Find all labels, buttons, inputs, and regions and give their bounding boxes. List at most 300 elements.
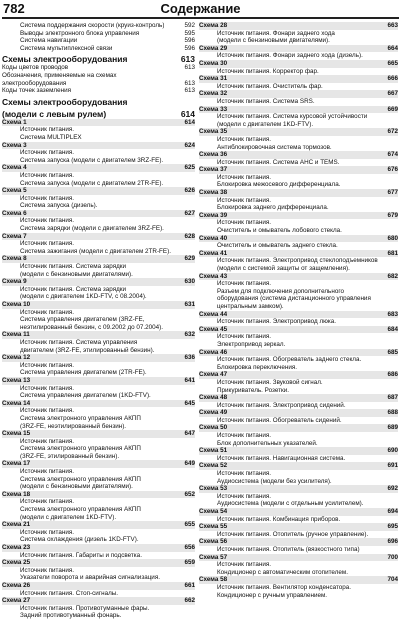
toc-entry-text: (модели с бензиновыми двигателями).: [217, 37, 330, 45]
toc-scheme-entry: [199, 409, 398, 417]
toc-entry: [2, 392, 195, 400]
toc-page-number: 690: [387, 447, 398, 455]
toc-entry-text: Схема 31: [199, 75, 228, 83]
toc-entry-text: Источник питания. Электропривод стеклоподъемников: [217, 257, 378, 265]
toc-page-number: 645: [184, 399, 195, 407]
toc-entry: [199, 136, 398, 144]
toc-scheme-entry: [199, 424, 398, 432]
toc-entry-text: Схема 36: [199, 151, 228, 159]
toc-page-number: 663: [387, 22, 398, 29]
toc-entry: [2, 339, 195, 347]
toc-entry: [199, 159, 398, 167]
toc-entry-text: Схема 33: [199, 105, 228, 113]
toc-scheme-entry: [2, 582, 195, 590]
toc-entry: [199, 144, 398, 152]
toc-page-number: 625: [184, 164, 195, 172]
toc-scheme-entry: [199, 60, 398, 68]
toc-entry-text: оборудования (система дистанционного управления: [217, 295, 371, 303]
page-header: [0, 0, 401, 20]
toc-entry: [2, 415, 195, 423]
toc-entry-text: двигателем (3RZ-FE, этилированный бензин).: [20, 346, 155, 354]
toc-scheme-entry: [2, 119, 195, 127]
toc-entry: [2, 423, 195, 431]
toc-entry-text: Источник питания.: [20, 468, 75, 476]
toc-entry-text: Источник питания.: [20, 407, 75, 415]
toc-entry-text: Очиститель и омыватель заднего стекла.: [217, 242, 338, 250]
toc-entry: [199, 113, 398, 121]
toc-entry-text: Источник питания. Очиститель фар.: [217, 82, 323, 90]
toc-entry-text: Схема 15: [2, 430, 31, 438]
toc-page-number: 694: [387, 508, 398, 515]
toc-scheme-entry: [199, 576, 398, 584]
toc-entry-text: Схемы электрооборудования: [2, 96, 128, 107]
toc-scheme-entry: [199, 189, 398, 197]
toc-entry: [199, 546, 398, 554]
toc-entry: [2, 438, 195, 446]
toc-left-column: [2, 22, 195, 620]
toc-entry: [2, 149, 195, 157]
toc-page-number: 667: [387, 90, 398, 98]
toc-page-number: 666: [387, 75, 398, 83]
toc-page-number: 656: [184, 544, 195, 551]
toc-entry: [199, 257, 398, 265]
toc-page-number: 688: [387, 409, 398, 417]
toc-entry: [2, 552, 195, 560]
toc-page-number: 680: [387, 234, 398, 242]
toc-entry-text: Источник питания.: [20, 240, 75, 248]
toc-entry: [2, 445, 195, 453]
toc-scheme-entry: [199, 151, 398, 159]
toc-scheme-entry: [2, 544, 195, 552]
toc-entry-text: Источник питания.: [217, 561, 272, 569]
toc-entry-text: Схема 12: [2, 354, 31, 362]
toc-entry: [199, 242, 398, 250]
toc-scheme-entry: [199, 311, 398, 319]
toc-scheme-entry: [2, 164, 195, 172]
toc-entry: [2, 369, 195, 377]
toc-page-number: 669: [387, 105, 398, 113]
toc-entry-text: Система поддержания скорости (круиз-контроль): [20, 22, 165, 29]
toc-entry-text: Источник питания. Система зарядки: [20, 285, 127, 293]
toc-entry-text: Система электронного управления АКПП: [20, 414, 141, 422]
toc-entry: [2, 347, 195, 355]
toc-page-number: 652: [184, 490, 195, 498]
toc-scheme-entry: [2, 460, 195, 468]
toc-entry: [2, 468, 195, 476]
toc-entry: [199, 379, 398, 387]
toc-entry-text: (модели с бензиновыми двигателями).: [20, 483, 133, 491]
toc-right-column: [199, 22, 398, 599]
toc-entry-text: Коды цветов проводов: [2, 64, 69, 72]
toc-entry: [2, 385, 195, 393]
toc-scheme-entry: [199, 22, 398, 30]
toc-entry-text: Источник питания.: [20, 498, 75, 506]
toc-entry-text: Схема 52: [199, 462, 228, 470]
toc-entry: [199, 52, 398, 60]
toc-entry-text: (модели с двигателем 1KD-FTV, с 08.2004).: [20, 293, 147, 301]
toc-entry-text: Система управления двигателем (3RZ-FE,: [20, 316, 145, 324]
toc-entry-text: Источник питания.: [217, 196, 272, 204]
toc-entry: [2, 293, 195, 301]
toc-scheme-entry: [199, 523, 398, 531]
toc-page-number: 624: [184, 141, 195, 149]
toc-entry-text: Источник питания. Система управления: [20, 338, 138, 346]
toc-entry: [2, 271, 195, 279]
toc-page-number: 686: [387, 371, 398, 379]
toc-entry: [199, 181, 398, 189]
toc-entry: [2, 590, 195, 598]
toc-page-number: 704: [387, 576, 398, 584]
toc-scheme-entry: [2, 521, 195, 529]
toc-entry: [2, 263, 195, 271]
toc-entry: [199, 356, 398, 364]
toc-entry-text: Источник питания. Обогреватель сидений.: [217, 416, 342, 424]
toc-entry: [199, 493, 398, 501]
toc-scheme-entry: [199, 106, 398, 114]
toc-entry: [199, 204, 398, 212]
toc-entry-text: Схема 48: [199, 394, 228, 402]
toc-entry-text: Система охлаждения (дизель 1KD-FTV).: [20, 536, 139, 544]
toc-entry-text: Схема 17: [2, 460, 31, 468]
toc-scheme-entry: [2, 301, 195, 309]
toc-entry-text: Схема 41: [199, 249, 228, 257]
toc-entry: [2, 514, 195, 522]
toc-entry: [2, 316, 195, 324]
toc-entry: [2, 309, 195, 317]
toc-page-number: 655: [184, 521, 195, 529]
toc-entry-text: Кондиционер с ручным управлением.: [217, 591, 328, 599]
toc-entry-text: Источник питания.: [217, 333, 272, 341]
toc-entry-text: Выводы электронного блока управления: [20, 29, 140, 37]
toc-entry: [2, 476, 195, 484]
toc-entry-text: Схема 37: [199, 166, 228, 174]
toc-scheme-entry: [199, 485, 398, 493]
toc-page-number: 592: [184, 22, 195, 29]
toc-entry-text: Кондиционер с автоматическим отопителем.: [217, 568, 348, 576]
toc-scheme-entry: [199, 75, 398, 83]
toc-scheme-entry: [2, 210, 195, 218]
toc-page-number: 631: [184, 301, 195, 308]
toc-entry: [2, 567, 195, 575]
toc-page-number: 614: [184, 118, 195, 126]
toc-page-number: 626: [184, 187, 195, 195]
toc-entry: [2, 324, 195, 332]
toc-scheme-entry: [199, 212, 398, 220]
toc-entry-text: Источник питания.: [20, 437, 75, 445]
toc-entry-text: Система зажигания (модели с двигателем 2TR-FE).: [20, 247, 171, 255]
toc-entry: [199, 68, 398, 76]
toc-entry-text: Источник питания.: [217, 470, 272, 478]
toc-entry: [2, 529, 195, 537]
toc-entry-text: Источник питания. Габариты и подсветка.: [20, 551, 142, 559]
toc-entry: [2, 37, 195, 45]
toc-entry: [2, 45, 195, 53]
toc-entry-text: Схема 30: [199, 59, 228, 67]
toc-entry: [199, 561, 398, 569]
toc-entry-text: Источник питания. Система зарядки: [20, 263, 127, 271]
toc-entry-text: Схема 56: [199, 538, 228, 546]
toc-entry-text: Схема 53: [199, 485, 228, 493]
toc-page-number: 613: [184, 87, 195, 95]
toc-entry-text: Источник питания. Отопитель (ручное управление).: [217, 530, 369, 538]
toc-entry-text: Система управления двигателем (2TR-FE).: [20, 369, 147, 377]
toc-entry: [2, 248, 195, 256]
toc-entry: [199, 121, 398, 129]
toc-entry-text: центральным замком).: [217, 302, 284, 310]
toc-entry-text: Источник питания.: [20, 566, 75, 574]
toc-entry: [199, 500, 398, 508]
toc-entry-text: Прикуриватель. Розетки.: [217, 386, 290, 394]
toc-entry: [2, 180, 195, 188]
toc-entry-text: Схема 26: [2, 581, 31, 589]
toc-entry: [199, 333, 398, 341]
toc-entry-text: Схема 9: [2, 278, 27, 286]
toc-entry-text: Схема 7: [2, 232, 27, 240]
toc-entry: [199, 478, 398, 486]
toc-entry-text: Схема 10: [2, 301, 31, 308]
toc-entry-text: Схема 32: [199, 90, 228, 98]
toc-entry: [199, 219, 398, 227]
toc-entry: [2, 362, 195, 370]
toc-entry-text: Схема 8: [2, 255, 27, 263]
toc-entry-text: Источник питания.: [20, 194, 75, 202]
toc-entry: [2, 498, 195, 506]
toc-entry-text: Источник питания.: [20, 126, 75, 134]
toc-entry-text: Обозначения, применяемые на схемах: [2, 71, 117, 79]
toc-entry-text: Схема 11: [2, 331, 30, 339]
toc-entry: [199, 592, 398, 600]
toc-entry: [199, 364, 398, 372]
toc-scheme-entry: [2, 377, 195, 385]
toc-entry-text: Источник питания.: [217, 135, 272, 143]
toc-entry-text: Схема 57: [199, 553, 228, 561]
toc-entry: [2, 574, 195, 582]
toc-page-number: 679: [387, 211, 398, 219]
toc-entry-text: Источник питания.: [217, 492, 272, 500]
toc-entry: [2, 483, 195, 491]
toc-entry-text: Источник питания. Отопитель (вязкостного типа): [217, 545, 360, 553]
toc-entry: [2, 240, 195, 248]
toc-entry-text: Схема 1: [2, 118, 27, 126]
toc-entry-text: Схема 18: [2, 490, 31, 498]
toc-entry-text: Система MULTIPLEX: [20, 133, 82, 141]
toc-scheme-entry: [199, 371, 398, 379]
toc-entry: [2, 217, 195, 225]
toc-entry-text: Источник питания. Противотуманные фары.: [20, 604, 150, 612]
toc-entry: [2, 225, 195, 233]
toc-entry-text: Источник питания.: [20, 308, 75, 316]
toc-scheme-entry: [199, 394, 398, 402]
toc-entry-text: Источник питания. Система курсовой устойчивости: [217, 113, 368, 121]
toc-entry: [2, 407, 195, 415]
toc-page-number: 677: [387, 189, 398, 197]
toc-page-number: 647: [184, 430, 195, 438]
toc-entry-text: Схема 40: [199, 234, 228, 242]
toc-entry-text: Источник питания. Комбинация приборов.: [217, 515, 341, 523]
toc-entry-text: (модели с двигателем 1KD-FTV).: [217, 120, 314, 128]
toc-scheme-entry: [199, 166, 398, 174]
toc-entry-text: Коды точек заземления: [2, 87, 71, 95]
toc-entry-text: Источник питания. Вентилятор конденсатора.: [217, 583, 352, 591]
toc-entry-text: Очиститель и омыватель лобового стекла.: [217, 227, 342, 235]
toc-entry-text: Схема 39: [199, 211, 228, 219]
toc-entry-text: Схема 47: [199, 371, 228, 379]
toc-entry-text: Источник питания. Электропривод сидений.: [217, 401, 346, 409]
toc-entry-text: Система навигации: [20, 37, 78, 45]
toc-entry: [2, 286, 195, 294]
toc-page-number: 696: [387, 538, 398, 546]
toc-scheme-entry: [199, 128, 398, 136]
toc-entry: [2, 536, 195, 544]
toc-page-number: 681: [387, 249, 398, 257]
toc-entry-text: Схемы электрооборудования: [2, 54, 128, 65]
toc-entry-text: Схема 44: [199, 310, 228, 318]
toc-entry: [199, 37, 398, 45]
toc-page-number: 649: [184, 460, 195, 468]
toc-entry-text: Источник питания. Система SRS.: [217, 97, 315, 105]
toc-entry-text: Система электронного управления АКПП: [20, 506, 141, 514]
toc-scheme-entry: [2, 354, 195, 362]
toc-page-number: 665: [387, 59, 398, 67]
toc-entry: [199, 303, 398, 311]
toc-entry-text: Схема 50: [199, 424, 228, 432]
toc-page-number: 659: [184, 559, 195, 567]
toc-entry-text: (модели с левым рулем): [2, 108, 107, 119]
toc-scheme-entry: [2, 233, 195, 241]
toc-entry-text: Источник питания. Фонари заднего хода (дизель).: [217, 52, 363, 60]
toc-entry-text: Источник питания. Фонари заднего хода: [217, 29, 335, 37]
toc-entry-text: Источник питания. Звуковой сигнал.: [217, 378, 323, 386]
toc-entry: [199, 288, 398, 296]
toc-scheme-entry: [2, 430, 195, 438]
toc-entry-text: Схема 14: [2, 399, 31, 407]
toc-page-number: 662: [184, 597, 195, 605]
page-number: 782: [3, 1, 25, 16]
toc-entry: [2, 87, 195, 95]
toc-entry: [199, 531, 398, 539]
toc-scheme-entry: [199, 447, 398, 455]
toc-entry-text: Система электронного управления АКПП: [20, 445, 141, 453]
toc-entry-text: Схема 49: [199, 409, 228, 417]
toc-entry: [2, 202, 195, 210]
toc-page-number: 628: [184, 232, 195, 240]
toc-entry-text: Источник питания. Обогреватель заднего стекла.: [217, 356, 362, 364]
toc-scheme-entry: [199, 508, 398, 516]
toc-section-heading: [2, 109, 195, 119]
toc-entry-text: Источник питания. Электропривод люка.: [217, 318, 337, 326]
toc-scheme-entry: [199, 462, 398, 470]
toc-entry: [199, 584, 398, 592]
toc-page-number: 636: [184, 354, 195, 362]
toc-entry-text: Источник питания.: [20, 217, 75, 225]
toc-entry: [2, 126, 195, 134]
toc-entry-text: Блок дополнительных указателей.: [217, 439, 318, 447]
toc-entry-text: Аудиосистема (модели с отдельным усилителем).: [217, 500, 364, 508]
toc-entry: [2, 22, 195, 30]
toc-entry: [199, 174, 398, 182]
toc-entry: [2, 605, 195, 613]
toc-scheme-entry: [2, 559, 195, 567]
toc-entry-text: Система электронного управления АКПП: [20, 475, 141, 483]
toc-entry: [199, 440, 398, 448]
toc-entry-text: Источник питания.: [20, 149, 75, 157]
toc-entry-text: Блокировка переключения.: [217, 363, 298, 371]
toc-page-number: 687: [387, 394, 398, 402]
toc-entry-text: Схема 54: [199, 508, 228, 515]
toc-scheme-entry: [2, 187, 195, 195]
toc-page-number: 630: [184, 278, 195, 286]
toc-entry-text: Источник питания.: [20, 384, 75, 392]
toc-scheme-entry: [199, 45, 398, 53]
toc-scheme-entry: [199, 326, 398, 334]
toc-page-number: 683: [387, 310, 398, 318]
toc-entry: [199, 197, 398, 205]
toc-entry-text: Источник питания. Корректор фар.: [217, 67, 319, 75]
toc-page-number: 614: [180, 108, 195, 119]
toc-entry-text: (3RZ-FE, неэтилированный бензин).: [20, 422, 127, 430]
toc-page-number: 674: [387, 151, 398, 159]
toc-page-number: 692: [387, 485, 398, 493]
toc-entry-text: Схема 3: [2, 141, 27, 149]
toc-entry: [2, 172, 195, 180]
toc-entry-text: Схема 28: [199, 22, 228, 29]
toc-page-number: 661: [184, 581, 195, 589]
toc-page-number: 629: [184, 255, 195, 263]
toc-entry-text: Электропривод зеркал.: [217, 340, 286, 348]
toc-entry-text: Схема 58: [199, 576, 228, 584]
toc-page-number: 627: [184, 209, 195, 217]
toc-entry: [2, 72, 195, 80]
toc-scheme-entry: [2, 597, 195, 605]
toc-scheme-entry: [2, 331, 195, 339]
toc-page-number: 700: [387, 553, 398, 561]
toc-entry-text: Схема 55: [199, 523, 228, 531]
toc-page-number: 596: [184, 44, 195, 52]
toc-entry: [199, 30, 398, 38]
toc-entry-text: Схема 43: [199, 272, 228, 280]
toc-entry-text: Система запуска (модели с двигателем 3RZ-FE).: [20, 156, 164, 164]
toc-entry-text: Источник питания.: [217, 173, 272, 181]
toc-page-number: 632: [184, 331, 195, 339]
toc-entry-text: Система запуска (дизель).: [20, 202, 98, 210]
toc-section-heading: [2, 97, 195, 107]
toc-scheme-entry: [199, 554, 398, 562]
toc-entry-text: Схема 21: [2, 521, 31, 529]
toc-entry: [2, 134, 195, 142]
toc-entry: [2, 80, 195, 88]
toc-entry-text: Схема 45: [199, 325, 228, 333]
toc-page-number: 641: [184, 376, 195, 384]
toc-entry-text: Схема 51: [199, 447, 228, 455]
toc-entry: [199, 432, 398, 440]
toc-scheme-entry: [199, 273, 398, 281]
toc-entry-text: Источник питания.: [20, 528, 75, 536]
toc-page-number: 595: [184, 29, 195, 37]
toc-entry-text: Схема 29: [199, 44, 228, 52]
toc-entry: [199, 417, 398, 425]
page-title: Содержание: [160, 1, 241, 16]
toc-entry-text: Аудиосистема (модели без усилителя).: [217, 477, 332, 485]
toc-scheme-entry: [2, 278, 195, 286]
toc-entry: [199, 227, 398, 235]
toc-entry-text: Схема 5: [2, 187, 27, 195]
toc-scheme-entry: [2, 142, 195, 150]
toc-entry-text: Источник питания.: [20, 361, 75, 369]
toc-entry: [199, 265, 398, 273]
toc-entry-text: неэтилированный бензин, с 09.2002 до 07.2004).: [20, 323, 164, 331]
toc-entry-text: Схема 35: [199, 128, 228, 136]
toc-entry-text: Блокировка межосевого дифференциала.: [217, 181, 341, 189]
